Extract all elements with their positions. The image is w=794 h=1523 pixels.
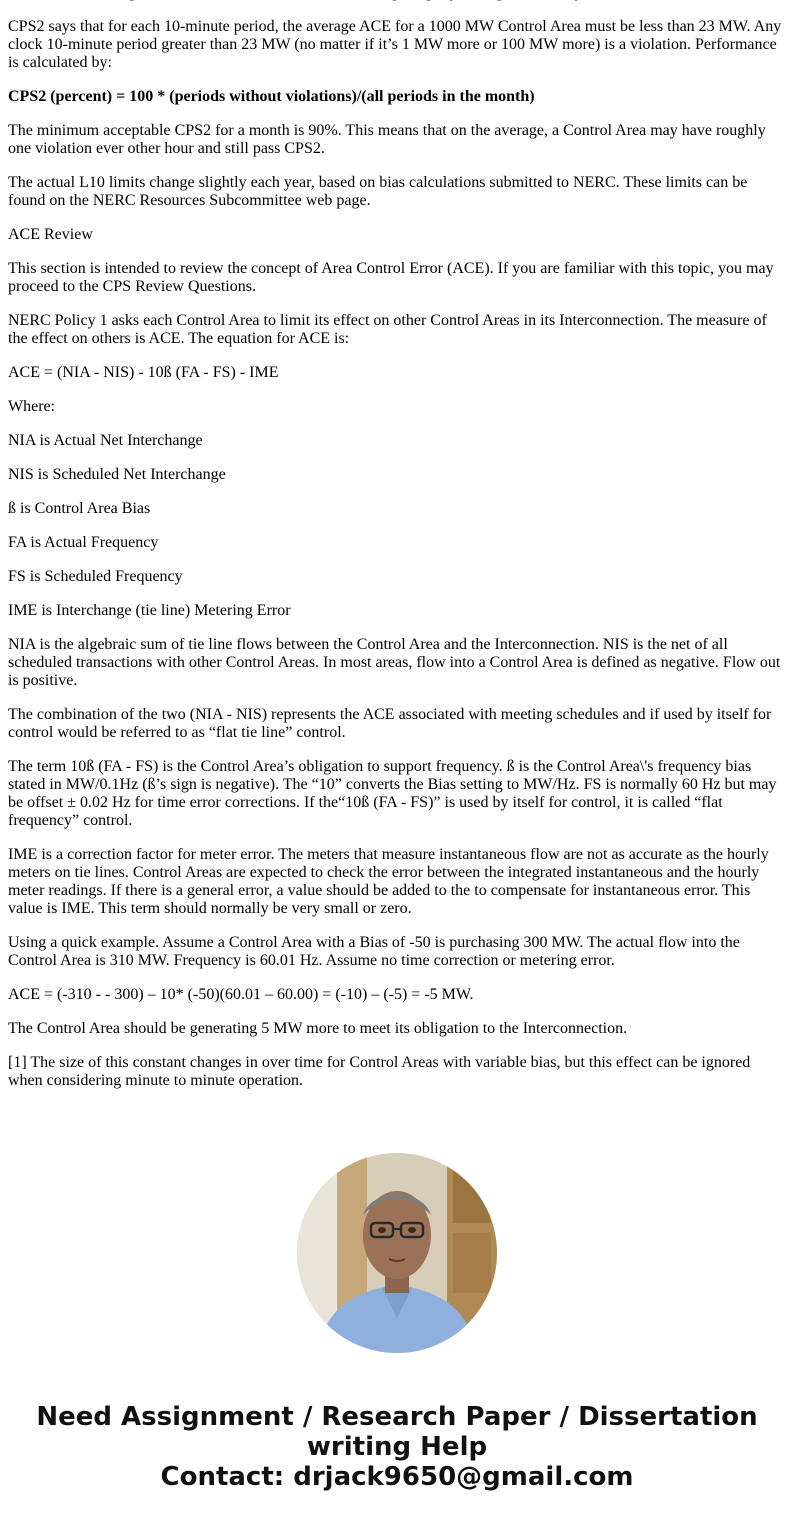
paragraph: IME is Interchange (tie line) Metering Error <box>8 602 291 619</box>
paragraph: FS is Scheduled Frequency <box>8 568 183 585</box>
paragraph: [1] The size of this constant changes in over time for Control Areas with variable bias, but this effect can be ignored when considering minute to minute operation. <box>8 1054 751 1089</box>
paragraph: FA is Actual Frequency <box>8 534 159 551</box>
promo-line-2: writing Help <box>306 1432 488 1462</box>
paragraph: CPS2 says that for each 10-minute period, the average ACE for a 1000 MW Control Area must be less than 23 MW. Any clock 10-minute period greater than 23 MW (no matter if it’s 1 MW more or 100 MW more) is a violation. Performance is calculated by: <box>8 18 782 71</box>
paragraph: Where: <box>8 398 56 415</box>
paragraph: ß is Control Area Bias <box>8 500 151 517</box>
author-avatar <box>297 1153 497 1353</box>
paragraph: The actual L10 limits change slightly each year, based on bias calculations submitted to NERC. These limits can be found on the NERC Resources Subcommittee web page. <box>8 174 748 209</box>
paragraph: This section is intended to review the concept of Area Control Error (ACE). If you are familiar with this topic, you may proceed to the CPS Review Questions. <box>8 260 774 295</box>
paragraph: CPS2 (percent) = 100 * (periods without violations)/(all periods in the month) <box>8 88 535 105</box>
paragraph: The term 10ß (FA - FS) is the Control Area’s obligation to support frequency. ß is the Control Area\'s frequency bias stated in MW/0.1Hz (ß’s sign is negative). The “10” converts the Bias setting to MW/Hz. FS is normally 60 Hz but may be offset ± 0.02 Hz for time error corrections. If the“10ß (FA - FS)” is used by itself for control, it is called “flat frequency” control. <box>8 758 777 829</box>
paragraph: ACE Review <box>8 226 93 243</box>
contact-banner <box>0 1402 794 1492</box>
paragraph: Using a quick example. Assume a Control Area with a Bias of -50 is purchasing 300 MW. The actual flow into the Control Area is 310 MW. Frequency is 60.01 Hz. Assume no time correction or metering error. <box>8 934 740 969</box>
avatar-portrait-image <box>297 1153 497 1353</box>
promo-line-1: Need Assignment / Research Paper / Dissertation <box>36 1402 758 1432</box>
paragraph: The minimum acceptable CPS2 for a month is 90%. This means that on the average, a Control Area may have roughly one violation ever other hour and still pass CPS2. <box>8 122 766 157</box>
paragraph: NIA is the algebraic sum of tie line flows between the Control Area and the Interconnection. NIS is the net of all scheduled transactions with other Control Areas. In most areas, flow into a Control Area is defined as negative. Flow out is positive. <box>8 636 781 689</box>
paragraph: ACE = (NIA - NIS) - 10ß (FA - FS) - IME <box>8 364 279 381</box>
paragraph <box>8 0 784 2</box>
promo-contact-email: Contact: drjack9650@gmail.com <box>160 1462 634 1492</box>
paragraph: The combination of the two (NIA - NIS) represents the ACE associated with meeting schedules and if used by itself for control would be referred to as “flat tie line” control. <box>8 706 772 741</box>
paragraph: NERC Policy 1 asks each Control Area to limit its effect on other Control Areas in its Interconnection. The measure of the effect on others is ACE. The equation for ACE is: <box>8 312 767 347</box>
document-body <box>8 0 784 1106</box>
paragraph: IME is a correction factor for meter error. The meters that measure instantaneous flow are not as accurate as the hourly meters on tie lines. Control Areas are expected to check the error between the integrated instantaneous and the hourly meter readings. If there is a general error, a value should be added to the to compensate for instantaneous error. This value is IME. This term should normally be very small or zero. <box>8 846 769 917</box>
paragraph: NIA is Actual Net Interchange <box>8 432 203 449</box>
paragraph: The Control Area should be generating 5 MW more to meet its obligation to the Interconnection. <box>8 1020 628 1037</box>
paragraph: NIS is Scheduled Net Interchange <box>8 466 226 483</box>
paragraph: ACE = (-310 - - 300) – 10* (-50)(60.01 – 60.00) = (-10) – (-5) = -5 MW. <box>8 986 474 1003</box>
